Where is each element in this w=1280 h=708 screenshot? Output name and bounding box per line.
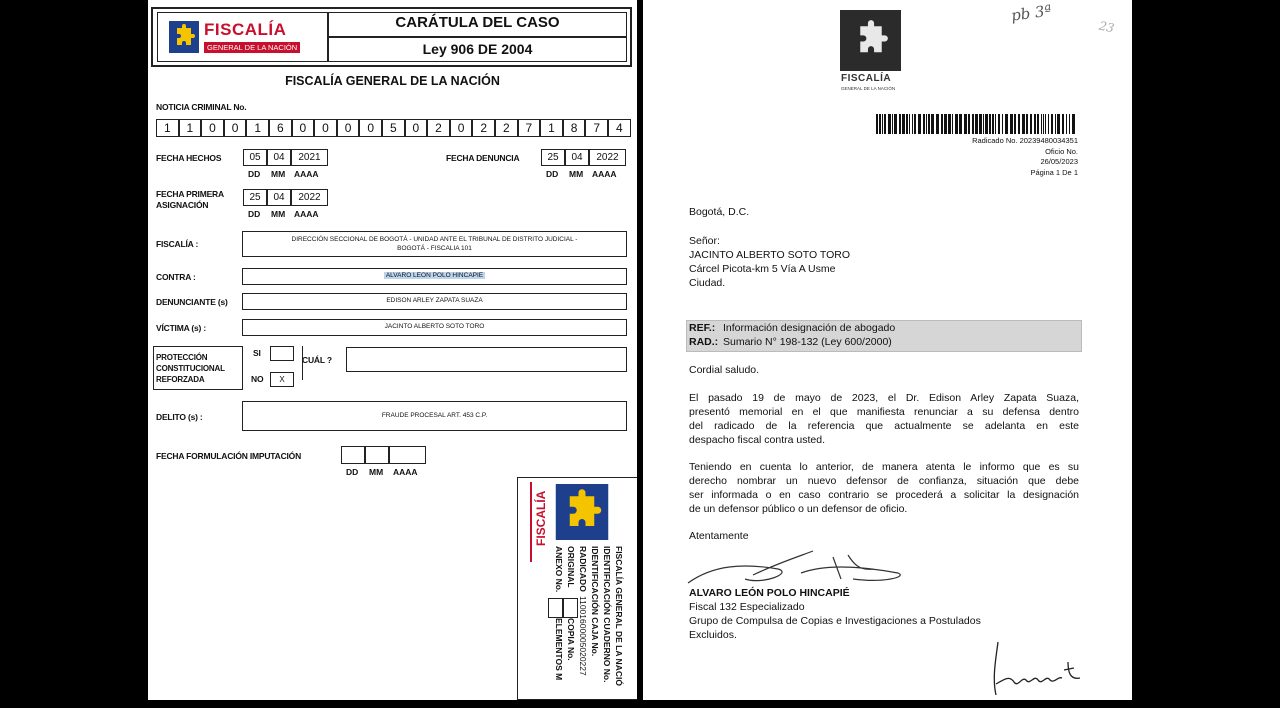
barcode-bar [1034, 114, 1036, 134]
barcode-bar [1005, 114, 1008, 134]
barcode-bar [1066, 114, 1067, 134]
date-sub-mm: MM [369, 467, 384, 477]
fecha-denuncia-dd: 25 [541, 149, 565, 166]
barcode-bar [1014, 114, 1016, 134]
cual-field [346, 347, 627, 372]
proteccion-line1: PROTECCIÓN [156, 353, 208, 362]
noticia-digit-cell: 5 [382, 119, 405, 137]
date-sub-dd: DD [546, 169, 559, 179]
fecha-denuncia-label: FECHA DENUNCIA [446, 153, 520, 163]
imputacion-mm [365, 446, 389, 464]
proteccion-line2: CONSTITUCIONAL [156, 364, 225, 373]
barcode-bar [884, 114, 886, 134]
barcode-bar [1041, 114, 1042, 134]
barcode-bar [1062, 114, 1064, 134]
barcode-bar [1055, 114, 1056, 134]
letter-recipient: JACINTO ALBERTO SOTO TORO [689, 249, 851, 261]
noticia-digit-cell: 2 [427, 119, 450, 137]
box-label [517, 477, 637, 700]
barcode-bar [1051, 114, 1053, 134]
box-label-original-check [562, 598, 578, 618]
barcode-bar [992, 114, 994, 134]
box-label-anexo: ANEXO No. [554, 546, 564, 593]
barcode-bar [941, 114, 943, 134]
barcode-bar [959, 114, 962, 134]
barcode-bar [1057, 114, 1060, 134]
barcode-bar [998, 114, 1000, 134]
fecha-denuncia-aaaa: 2022 [589, 149, 626, 166]
barcode-bar [926, 114, 927, 134]
barcode-bar [1026, 114, 1028, 134]
noticia-digit-cell: 0 [314, 119, 337, 137]
barcode-bar [1030, 114, 1032, 134]
letter-logo-text: FISCALÍA [841, 73, 892, 84]
barcode-bar [912, 114, 913, 134]
cual-label: CUÁL ? [302, 355, 332, 365]
paragraph-2-line: ser informada o en caso contrario se procederá a solicitar la designación [689, 489, 1079, 501]
contra-field [242, 268, 627, 285]
contra-label: CONTRA : [156, 272, 196, 282]
box-label-brand: FISCALÍA [534, 490, 548, 546]
paragraph-1-line: despacho fiscal contra usted. [689, 434, 825, 446]
fecha-hechos-dd: 05 [243, 149, 267, 166]
noticia-digit-cell: 1 [246, 119, 269, 137]
barcode-bar [989, 114, 991, 134]
oficio-date: 26/05/2023 [1040, 157, 1078, 166]
noticia-digit-cell: 6 [269, 119, 292, 137]
fecha-primera-label: FECHA PRIMERA [156, 189, 224, 199]
barcode-bar [983, 114, 984, 134]
barcode-bar [1037, 114, 1039, 134]
barcode-bar [918, 114, 921, 134]
box-label-radicado: RADICADO [578, 546, 588, 592]
cover-title: CARÁTULA DEL CASO [395, 14, 560, 31]
barcode-bar [894, 114, 897, 134]
oficio-label: Oficio No. [1045, 147, 1078, 156]
date-sub-aaaa: AAAA [294, 209, 319, 219]
date-sub-aaaa: AAAA [393, 467, 418, 477]
noticia-digit-cell: 4 [608, 119, 631, 137]
signer-group-end: Excluidos. [689, 629, 737, 641]
rad-text: Sumario N° 198-132 (Ley 600/2000) [723, 336, 892, 348]
letter-senor: Señor: [689, 235, 720, 247]
noticia-label: NOTICIA CRIMINAL No. [156, 102, 247, 112]
denunciante-field [242, 293, 627, 310]
barcode-bar [1048, 114, 1049, 134]
noticia-digit-cell: 2 [495, 119, 518, 137]
barcode-bar [1045, 114, 1046, 134]
noticia-digit-cell: 7 [518, 119, 541, 137]
denunciante-value: EDISON ARLEY ZAPATA SUAZA [386, 297, 483, 304]
law-label: Ley 906 DE 2004 [422, 41, 533, 57]
proteccion-line3: REFORZADA [156, 375, 205, 384]
barcode-bar [944, 114, 947, 134]
signer-role: Fiscal 132 Especializado [689, 601, 805, 613]
handwritten-note: pb 3ª [1009, 1, 1053, 25]
barcode-bar [931, 114, 934, 134]
letter-logo-subtitle: GENERAL DE LA NACIÓN [841, 86, 896, 91]
delito-value: FRAUDE PROCESAL ART. 453 C.P. [381, 412, 488, 419]
barcode-bar [1010, 114, 1013, 134]
delito-label: DELITO (s) : [156, 412, 203, 422]
fiscalia-field: DIRECCIÓN SECCIONAL DE BOGOTÁ - UNIDAD ANTE EL TRIBUNAL DE DISTRITO JUDICIAL - BOGOTÁ - FISCALIA 101 [242, 231, 627, 257]
ref-label: REF.: [689, 322, 716, 334]
letter-city: Bogotá, D.C. [689, 206, 750, 218]
fecha-hechos-aaaa: 2021 [291, 149, 328, 166]
noticia-digit-cell: 1 [179, 119, 202, 137]
barcode-bar [972, 114, 974, 134]
paragraph-2-line: Teniendo en cuenta lo anterior, de manera atenta le informo que es su [689, 461, 1079, 473]
noticia-digit-cell: 8 [563, 119, 586, 137]
greeting: Cordial saludo. [689, 364, 760, 376]
box-label-original: ORIGINAL [566, 546, 576, 588]
barcode-bar [948, 114, 951, 134]
puzzle-logo-icon [848, 14, 894, 66]
fecha-primera-mm: 04 [267, 189, 291, 206]
barcode-bar [1069, 114, 1070, 134]
barcode-bar [876, 114, 878, 134]
box-label-copia: COPIA No. [566, 618, 576, 661]
box-label-radicado-value: 11001600005020227 [578, 596, 588, 676]
noticia-digit-cell: 2 [472, 119, 495, 137]
paragraph-2-line: derecho nombrar un nuevo defensor de confianza, situación que debe [689, 475, 1079, 487]
barcode-bar [955, 114, 958, 134]
no-label: NO [251, 374, 264, 384]
case-cover-page [148, 0, 637, 700]
org-title: FISCALÍA GENERAL DE LA NACIÓN [285, 74, 500, 88]
barcode-bar [995, 114, 996, 134]
fecha-primera-aaaa: 2022 [291, 189, 328, 206]
date-sub-dd: DD [248, 209, 261, 219]
box-label-line1: FISCALÍA GENERAL DE LA NACIÓ [614, 546, 624, 686]
date-sub-dd: DD [248, 169, 261, 179]
barcode-bar [902, 114, 905, 134]
closing: Atentamente [689, 530, 749, 542]
page-count: Página 1 De 1 [1030, 168, 1078, 177]
noticia-digit-cell: 0 [201, 119, 224, 137]
barcode-bar [899, 114, 901, 134]
barcode-bar [923, 114, 925, 134]
barcode-bar [964, 114, 967, 134]
fecha-hechos-label: FECHA HECHOS [156, 153, 222, 163]
date-sub-dd: DD [346, 467, 359, 477]
barcode-bar [1022, 114, 1025, 134]
signer-name: ALVARO LEÓN POLO HINCAPIÉ [689, 587, 850, 599]
noticia-digit-cell: 0 [405, 119, 428, 137]
paragraph-1-line: presentó memorial en el que manifiesta renunciar a su defensa dentro [689, 406, 1079, 418]
victima-field [242, 319, 627, 336]
paragraph-2-line: de un defensor público o un defensor de oficio. [689, 503, 908, 515]
letter-address: Cárcel Picota-km 5 Vía A Usme [689, 263, 836, 275]
delito-field [242, 401, 627, 431]
date-sub-mm: MM [271, 169, 286, 179]
letter-ciudad: Ciudad. [689, 277, 726, 289]
si-label: SI [253, 348, 261, 358]
imputacion-label: FECHA FORMULACIÓN IMPUTACIÓN [156, 451, 302, 461]
fecha-primera-dd: 25 [243, 189, 267, 206]
noticia-digit-cell: 0 [292, 119, 315, 137]
fecha-denuncia-mm: 04 [565, 149, 589, 166]
barcode-bar [936, 114, 939, 134]
noticia-digit-cell: 0 [337, 119, 360, 137]
fiscalia-label: FISCALÍA : [156, 239, 199, 249]
contra-value: ALVARO LEON POLO HINCAPIE [385, 272, 484, 279]
barcode-bar [882, 114, 883, 134]
barcode-bar [892, 114, 893, 134]
date-sub-mm: MM [569, 169, 584, 179]
barcode-bar [952, 114, 953, 134]
barcode-bar [979, 114, 982, 134]
logo-subtitle: GENERAL DE LA NACIÓN [204, 42, 300, 53]
date-sub-aaaa: AAAA [294, 169, 319, 179]
barcode-bar [1072, 114, 1075, 134]
letter-page [643, 0, 1132, 700]
victima-value: JACINTO ALBERTO SOTO TORO [384, 323, 485, 330]
puzzle-logo-icon [554, 484, 610, 540]
logo-box [157, 12, 328, 62]
barcode-bar [1018, 114, 1020, 134]
noticia-digit-cell: 7 [585, 119, 608, 137]
noticia-digit-cell: 0 [359, 119, 382, 137]
barcode-bar [906, 114, 908, 134]
box-label-line3: IDENTIFICACIÓN CAJA No. [590, 546, 600, 657]
date-sub-mm: MM [271, 209, 286, 219]
barcode-bar [975, 114, 978, 134]
radicado-number: Radicado No. 20239480034351 [972, 136, 1078, 145]
noticia-digit-cell: 0 [450, 119, 473, 137]
rad-label: RAD.: [689, 336, 719, 348]
si-checkbox [270, 346, 294, 361]
barcode-bar [879, 114, 881, 134]
handwritten-note-2: 23 [1097, 18, 1116, 36]
fecha-hechos-mm: 04 [267, 149, 291, 166]
box-label-redbar [530, 482, 532, 562]
logo-brand: FISCALÍA [204, 20, 287, 39]
box-label-elementos: ELEMENTOS M [554, 618, 564, 681]
puzzle-logo-icon [169, 21, 199, 53]
noticia-digit-cell: 1 [540, 119, 563, 137]
barcode [876, 114, 1078, 134]
box-label-line2: IDENTIFICACIÓN CUADERNO No. [602, 546, 612, 683]
received-signature [988, 640, 1088, 698]
barcode-bar [985, 114, 988, 134]
imputacion-dd [341, 446, 365, 464]
noticia-digit-cell: 1 [156, 119, 179, 137]
signer-group: Grupo de Compulsa de Copias e Investigaciones a Postulados [689, 615, 981, 627]
barcode-bar [914, 114, 916, 134]
barcode-bar [1043, 114, 1044, 134]
barcode-bar [968, 114, 970, 134]
barcode-bar [1002, 114, 1003, 134]
barcode-bar [888, 114, 891, 134]
paragraph-1-line: del radicado de la referencia que actualmente se adelanta en este [689, 420, 1079, 432]
noticia-digit-cell: 0 [224, 119, 247, 137]
barcode-bar [909, 114, 910, 134]
ref-text: Información designación de abogado [723, 322, 896, 334]
no-checkbox: X [270, 372, 294, 387]
barcode-bar [928, 114, 930, 134]
asignacion-label: ASIGNACIÓN [156, 200, 209, 210]
paragraph-1-line: El pasado 19 de mayo de 2023, el Dr. Edison Arley Zapata Suaza, [689, 392, 1079, 404]
date-sub-aaaa: AAAA [592, 169, 617, 179]
imputacion-aaaa [389, 446, 426, 464]
victima-label: VÍCTIMA (s) : [156, 323, 206, 333]
box-label-anexo-check [548, 598, 564, 618]
denunciante-label: DENUNCIANTE (s) [156, 297, 228, 307]
